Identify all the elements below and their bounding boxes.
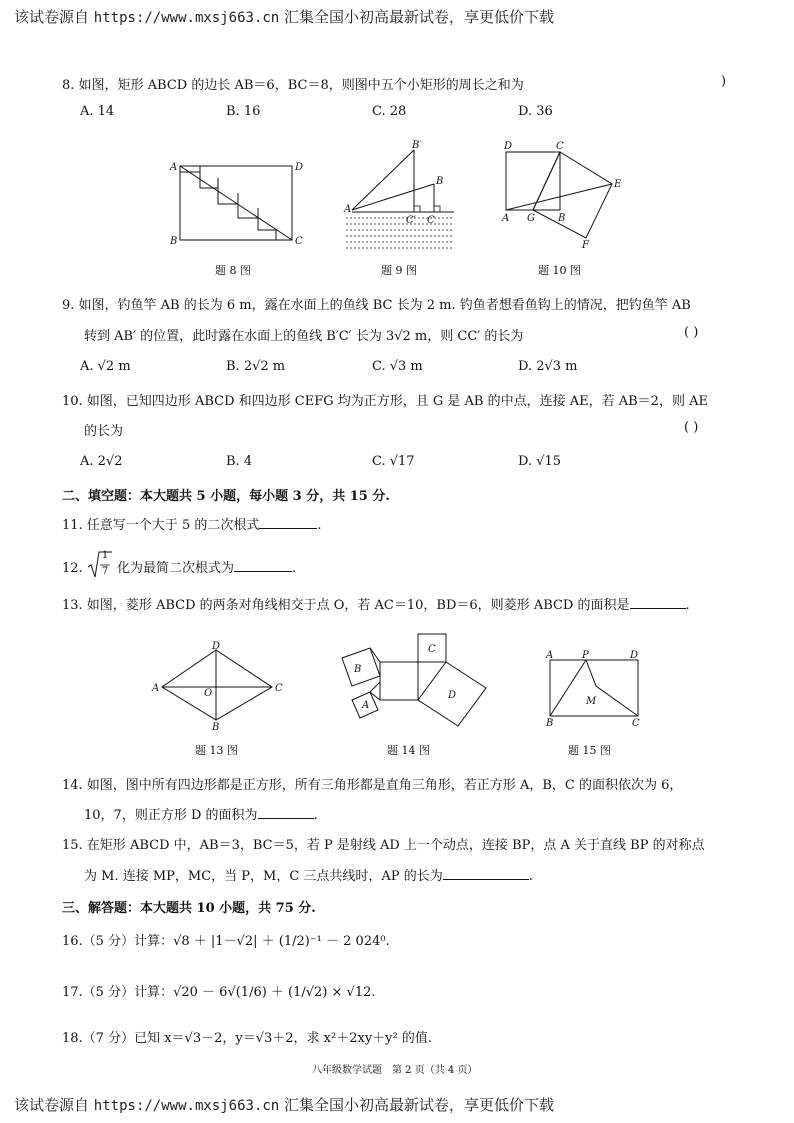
fig9-label-c: C (427, 215, 435, 226)
fig13-diagram (148, 640, 288, 732)
q14-line1: 14. 如图，图中所有四边形都是正方形，所有三角形都是直角三角形，若正方形 A，B，C 的面积依次为 6， (62, 778, 683, 793)
fig13-label-d: D (212, 641, 221, 652)
fig10-label-g: G (527, 213, 535, 224)
fig8-label-b: B (170, 236, 178, 247)
fig15-label-a: A (546, 650, 554, 661)
q10-option-d: D. √15 (518, 454, 562, 469)
fig10-label-d: D (504, 141, 513, 152)
page-footer: 八年级数学试题 第 2 页（共 4 页） (312, 1065, 478, 1076)
q9-line1: 9. 如图，钓鱼竿 AB 的长为 6 m，露在水面上的鱼线 BC 长为 2 m. 钓鱼者想看鱼钩上的情况，把钓鱼竿 AB (62, 298, 691, 313)
banner-prefix: 该试卷源自 (14, 8, 90, 26)
q13-text: 13. 如图，菱形 ABCD 的两条对角线相交于点 O，若 AC＝10，BD＝6，则菱形 ABCD 的面积是 (62, 598, 630, 613)
q16-text: 16.（5 分）计算：√8 ＋ |1－√2| ＋ (1/2)⁻¹ － 2 024⁰. (62, 934, 390, 949)
q12-prefix: 12. (62, 561, 83, 576)
fig13-label-o: O (204, 688, 213, 699)
q9-line2: 转到 AB′ 的位置，此时露在水面上的鱼线 B′C′ 长为 3√2 m，则 CC′ 的长为 (84, 329, 524, 344)
fig14-label-c: C (428, 644, 436, 655)
q9-paren: ( ) (684, 325, 699, 340)
q13-answer-blank[interactable] (630, 596, 686, 609)
q10-line1: 10. 如图，已知四边形 ABCD 和四边形 CEFG 均为正方形，且 G 是 AB 的中点，连接 AE，若 AB＝2，则 AE (62, 394, 708, 409)
q8-text: 8. 如图，矩形 ABCD 的边长 AB＝6，BC＝8，则图中五个小矩形的周长之和为 (62, 78, 524, 93)
q15-line1: 15. 在矩形 ABCD 中，AB＝3，BC＝5，若 P 是射线 AD 上一个动点，连接 BP，点 A 关于直线 BP 的对称点 (62, 838, 705, 853)
q13-row (62, 594, 690, 613)
fig14-label-a: A (362, 700, 370, 711)
fig10-label-c: C (556, 141, 564, 152)
q9-option-b: B. 2√2 m (226, 359, 286, 374)
fig15-segment-pmc (586, 660, 638, 716)
q9-option-a: A. √2 m (80, 359, 131, 374)
fig13-label-c: C (275, 683, 283, 694)
fig10-square-abcd (506, 152, 560, 210)
fig14-diagram (330, 626, 500, 738)
q15-answer-blank[interactable] (443, 867, 529, 880)
fig10-label-b: B (558, 213, 566, 224)
fig8-label-d: D (295, 162, 304, 173)
fig15-segment-bp (550, 660, 586, 716)
q14-line2: 10，7，则正方形 D 的面积为 (84, 808, 258, 823)
fig9-rod-ab (352, 184, 434, 210)
fig10-label-f: F (582, 240, 589, 251)
q14-answer-blank[interactable] (258, 806, 314, 819)
fig15-label-p: P (582, 650, 589, 661)
fig8-label-a: A (170, 162, 178, 173)
q12-row (62, 549, 297, 577)
q12-radical-sign (87, 550, 113, 580)
fig15-caption: 题 15 图 (568, 744, 611, 757)
q13-end: . (685, 598, 690, 613)
q12-end: . (291, 561, 297, 576)
fig15-label-d: D (630, 650, 639, 661)
fig15-label-m: M (586, 696, 597, 707)
q12-frac-den: 7 (101, 565, 109, 577)
fig9-label-b-prime: B′ (412, 140, 422, 151)
q14-row2 (84, 804, 318, 823)
q8-paren: ) (721, 74, 727, 89)
fig9-label-c-prime: C′ (406, 215, 416, 226)
q15-line2: 为 M. 连接 MP，MC，当 P，M，C 三点共线时，AP 的长为 (84, 869, 443, 884)
fig13-caption: 题 13 图 (195, 744, 238, 757)
banner-url-bottom[interactable]: https://www.mxsj663.cn (93, 1098, 280, 1114)
fig10-label-e: E (614, 179, 622, 190)
fig8-diagonal (180, 166, 292, 240)
fig15-rect (550, 660, 638, 716)
fig8-diagram (168, 158, 308, 248)
fig15-label-c: C (632, 718, 640, 729)
fig15-diagram (540, 646, 650, 734)
fig10-segment-ae (506, 184, 612, 210)
q9-option-c: C. √3 m (372, 359, 423, 374)
q11-text: 11. 任意写一个大于 5 的二次根式 (62, 518, 260, 533)
q8-option-d: D. 36 (518, 104, 553, 119)
banner-suffix-bottom: 汇集全国小初高最新试卷，享更低价下载 (284, 1096, 555, 1114)
top-banner (14, 6, 554, 27)
fig9-label-a: A (344, 204, 352, 215)
q10-option-a: A. 2√2 (80, 454, 123, 469)
fig9-rod-ab-prime (352, 150, 414, 210)
q11-row (62, 514, 321, 533)
fig15-label-b: B (546, 718, 554, 729)
fig8-staircase (180, 172, 276, 240)
fig14-label-d: D (448, 690, 457, 701)
q9-option-d: D. 2√3 m (518, 359, 578, 374)
fig8-caption: 题 8 图 (215, 264, 251, 277)
q10-option-b: B. 4 (226, 454, 253, 469)
banner-url[interactable]: https://www.mxsj663.cn (93, 10, 280, 26)
q12-radical (87, 549, 113, 577)
banner-prefix-bottom: 该试卷源自 (14, 1096, 90, 1114)
q18-text: 18.（7 分）已知 x＝√3－2，y＝√3＋2，求 x²＋2xy＋y² 的值. (62, 1031, 432, 1046)
fig14-label-b: B (354, 664, 362, 675)
bottom-banner (14, 1094, 554, 1115)
q12-frac-num: 1 (101, 549, 109, 561)
q8-option-c: C. 28 (372, 104, 407, 119)
fig14-center-square (380, 662, 418, 700)
fig14-caption: 题 14 图 (387, 744, 430, 757)
q14-end: . (313, 808, 318, 823)
q15-row2 (84, 865, 533, 884)
q8-option-a: A. 14 (80, 104, 115, 119)
fig10-label-a: A (502, 213, 510, 224)
fig10-diagram (496, 140, 626, 252)
q17-text: 17.（5 分）计算：√20 － 6√(1/6) ＋ (1/√2) × √12. (62, 985, 376, 1000)
fig13-label-b: B (212, 722, 220, 733)
q10-line2: 的长为 (84, 424, 124, 439)
q11-answer-blank[interactable] (259, 516, 317, 529)
q12-text: 化为最简二次根式为 (116, 561, 234, 576)
fig13-label-a: A (152, 683, 160, 694)
fig9-label-b: B (436, 176, 444, 187)
q12-answer-blank[interactable] (234, 559, 292, 572)
q10-paren: ( ) (684, 420, 699, 435)
fig10-caption: 题 10 图 (538, 264, 581, 277)
q8-option-b: B. 16 (226, 104, 261, 119)
fig9-caption: 题 9 图 (381, 264, 417, 277)
q11-end: . (317, 518, 322, 533)
fig10-square-cefg (533, 152, 612, 238)
section2-heading: 二、填空题：本大题共 5 小题，每小题 3 分，共 15 分. (62, 489, 390, 504)
banner-suffix: 汇集全国小初高最新试卷，享更低价下载 (284, 8, 555, 26)
fig9-diagram (342, 140, 462, 252)
fig13-rhombus (162, 650, 272, 720)
q15-end: . (528, 869, 533, 884)
fig8-label-c: C (295, 236, 303, 247)
q10-option-c: C. √17 (372, 454, 415, 469)
section3-heading: 三、解答题：本大题共 10 小题，共 75 分. (62, 901, 316, 916)
